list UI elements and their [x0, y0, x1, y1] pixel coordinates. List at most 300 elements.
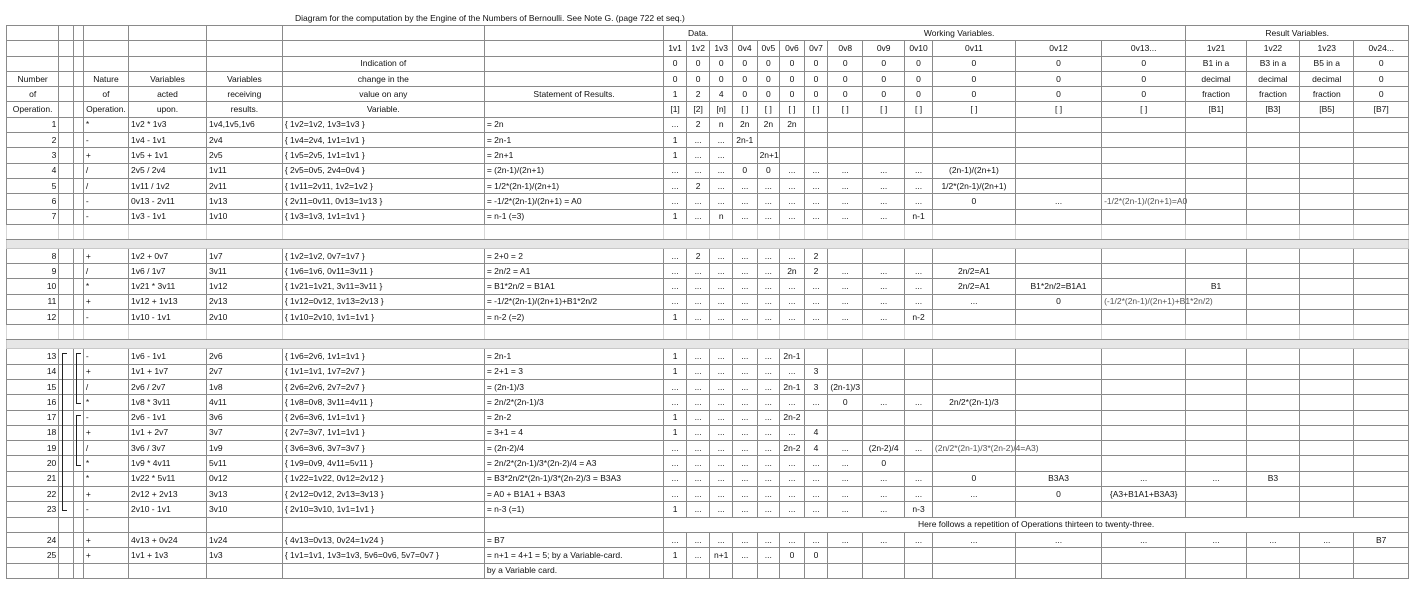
var-init-value: 0: [932, 56, 1015, 71]
op-var-value: ...: [710, 456, 733, 471]
op-var-value: [1186, 502, 1247, 517]
op-var-value: ...: [664, 279, 687, 294]
blank-cell: [73, 87, 83, 102]
op-var-value: [1186, 163, 1247, 178]
op-number: 16: [7, 395, 59, 410]
op-var-value: [1246, 248, 1299, 263]
op-var-value: [1246, 294, 1299, 309]
op-var-value: [1354, 248, 1409, 263]
blank-cell: [59, 264, 73, 279]
op-var-value: 2n/2*(2n-1)/3: [932, 395, 1015, 410]
var-init-value: [ ]: [1102, 102, 1186, 117]
op-var-value: ...: [664, 379, 687, 394]
op-var-value: [932, 410, 1015, 425]
op-statement: = B3*2n/2*(2n-1)/3*(2n-2)/3 = B3A3: [484, 471, 663, 486]
block-divider-row: [7, 239, 1409, 248]
blank-cell: [73, 502, 83, 517]
op-var-value: [1300, 310, 1354, 325]
op-var-value: ...: [732, 395, 757, 410]
header-nature: [83, 56, 128, 71]
blank-cell: [59, 441, 73, 456]
blank-cell: [664, 563, 687, 578]
op-var-value: [1186, 548, 1247, 563]
op-var-value: 2: [686, 248, 710, 263]
op-var-value: ...: [780, 502, 805, 517]
op-var-value: [1186, 209, 1247, 224]
var-init-value: [B7]: [1354, 102, 1409, 117]
op-statement: = 1/2*(2n-1)/(2n+1): [484, 178, 663, 193]
op-var-value: ...: [732, 248, 757, 263]
blank-cell: [804, 325, 828, 340]
op-number: 23: [7, 502, 59, 517]
continuation-row: [7, 563, 1409, 578]
blank-cell: [59, 395, 73, 410]
blank-cell: [932, 325, 1015, 340]
op-var-value: ...: [710, 194, 733, 209]
variable-name-row: [7, 41, 1409, 56]
op-var-value: ...: [828, 471, 863, 486]
blank-cell: [828, 563, 863, 578]
op-indication: { 2v12=0v12, 2v13=3v13 }: [282, 487, 484, 502]
op-var-value: ...: [828, 279, 863, 294]
blank-cell: [732, 224, 757, 239]
op-var-value: ...: [732, 441, 757, 456]
op-var-value: [1102, 441, 1186, 456]
var-init-value: 0: [804, 56, 828, 71]
var-init-value: 0: [863, 56, 905, 71]
var-name: 1v23: [1300, 41, 1354, 56]
op-var-value: [780, 133, 805, 148]
blank-cell: [73, 517, 83, 532]
op-var-value: ...: [780, 364, 805, 379]
operation-row: [7, 395, 1409, 410]
op-number: 6: [7, 194, 59, 209]
op-var-value: ...: [757, 379, 780, 394]
op-var-value: 0: [732, 163, 757, 178]
op-var-value: [1102, 279, 1186, 294]
op-var-value: ...: [757, 532, 780, 547]
blank-cell: [484, 41, 663, 56]
blank-cell: [1015, 224, 1101, 239]
op-var-value: ...: [757, 548, 780, 563]
header-nature: Operation.: [83, 102, 128, 117]
variable-init-row: [7, 56, 1409, 71]
op-var-value: ...: [664, 456, 687, 471]
blank-cell: [73, 279, 83, 294]
op-var-value: ...: [780, 294, 805, 309]
op-var-value: ...: [828, 264, 863, 279]
var-init-value: [B3]: [1246, 102, 1299, 117]
op-var-value: ...: [732, 410, 757, 425]
op-var-value: [1102, 264, 1186, 279]
op-var-value: ...: [780, 279, 805, 294]
blank-cell: [686, 224, 710, 239]
op-var-value: [1300, 349, 1354, 364]
operation-row: [7, 349, 1409, 364]
op-var-value: [1015, 548, 1101, 563]
op-var-value: [1186, 456, 1247, 471]
op-var-value: ...: [710, 395, 733, 410]
op-indication: { 4v13=0v13, 0v24=1v24 }: [282, 532, 484, 547]
op-var-value: [1354, 456, 1409, 471]
op-number: 4: [7, 163, 59, 178]
op-receiving: 1v10: [206, 209, 282, 224]
op-var-value: 2n+1: [757, 148, 780, 163]
operation-row: [7, 487, 1409, 502]
op-acted-upon: 2v6 / 2v7: [129, 379, 207, 394]
op-var-value: ...: [710, 248, 733, 263]
op-var-value: ...: [828, 209, 863, 224]
blank-cell: [282, 563, 484, 578]
blank-cell: [73, 194, 83, 209]
op-nature: -: [83, 133, 128, 148]
operation-row: [7, 248, 1409, 263]
op-var-value: n-1: [905, 209, 933, 224]
op-var-value: ...: [905, 194, 933, 209]
op-indication: { 2v6=3v6, 1v1=1v1 }: [282, 410, 484, 425]
op-var-value: [1102, 548, 1186, 563]
var-init-value: 0: [686, 56, 710, 71]
op-var-value: ...: [732, 487, 757, 502]
op-var-value: ...: [863, 532, 905, 547]
op-var-value: ...: [686, 410, 710, 425]
op-nature: *: [83, 471, 128, 486]
var-init-value: B5 in a: [1300, 56, 1354, 71]
op-var-value: 2n/2=A1: [932, 264, 1015, 279]
blank-cell: [863, 224, 905, 239]
blank-cell: [73, 163, 83, 178]
blank-cell: [129, 517, 207, 532]
op-acted-upon: 1v6 - 1v1: [129, 349, 207, 364]
op-var-value: [1300, 471, 1354, 486]
blank-cell: [828, 325, 863, 340]
op-var-value: ...: [686, 310, 710, 325]
op-var-value: ...: [780, 425, 805, 440]
var-init-value: 0: [664, 71, 687, 86]
blank-cell: [206, 41, 282, 56]
op-var-value: ...: [664, 264, 687, 279]
op-var-value: ...: [863, 310, 905, 325]
blank-cell: [863, 325, 905, 340]
var-name: 0v7: [804, 41, 828, 56]
operation-row: [7, 194, 1409, 209]
blank-cell: [664, 224, 687, 239]
header-receiving: receiving: [206, 87, 282, 102]
var-init-value: 0: [757, 87, 780, 102]
op-var-value: ...: [863, 163, 905, 178]
op-var-value: ...: [686, 264, 710, 279]
op-var-value: [905, 379, 933, 394]
op-var-value: ...: [863, 487, 905, 502]
var-init-value: 0: [1354, 56, 1409, 71]
op-var-value: 2n-2: [780, 410, 805, 425]
blank-cell: [73, 532, 83, 547]
var-init-value: 0: [828, 71, 863, 86]
op-var-value: [1246, 548, 1299, 563]
op-var-value: 2n/2=A1: [932, 279, 1015, 294]
op-var-value: 2: [804, 248, 828, 263]
blank-cell: [73, 548, 83, 563]
op-var-value: ...: [732, 502, 757, 517]
op-var-value: ...: [686, 209, 710, 224]
header-indication: value on any: [282, 87, 484, 102]
op-nature: +: [83, 532, 128, 547]
blank-cell: [59, 209, 73, 224]
op-var-value: [1354, 548, 1409, 563]
op-nature: +: [83, 294, 128, 309]
op-nature: +: [83, 548, 128, 563]
op-var-value: 2n: [780, 264, 805, 279]
op-var-value: ...: [710, 425, 733, 440]
op-var-value: [1015, 178, 1101, 193]
op-nature: /: [83, 178, 128, 193]
op-var-value: ...: [710, 279, 733, 294]
op-indication: { 1v2=1v2, 0v7=1v7 }: [282, 248, 484, 263]
op-statement: = 3+1 = 4: [484, 425, 663, 440]
blank-cell: [804, 224, 828, 239]
op-var-value: [863, 379, 905, 394]
op-indication: { 2v5=0v5, 2v4=0v4 }: [282, 163, 484, 178]
blank-cell: [83, 517, 128, 532]
op-var-value: n: [710, 117, 733, 132]
blank-cell: [757, 563, 780, 578]
op-receiving: 1v11: [206, 163, 282, 178]
op-var-value: [1186, 395, 1247, 410]
op-var-value: ...: [732, 209, 757, 224]
op-var-value: ...: [757, 194, 780, 209]
blank-cell: [1246, 325, 1299, 340]
op-var-value: ...: [757, 310, 780, 325]
op-indication: { 1v2=1v2, 1v3=1v3 }: [282, 117, 484, 132]
var-init-value: 0: [664, 56, 687, 71]
var-init-value: fraction: [1246, 87, 1299, 102]
var-name: 0v12: [1015, 41, 1101, 56]
op-var-value: [1300, 117, 1354, 132]
op-var-value: ...: [732, 548, 757, 563]
operation-row: [7, 148, 1409, 163]
var-init-value: 0: [804, 71, 828, 86]
blank-cell: [1354, 224, 1409, 239]
op-var-value: [1246, 194, 1299, 209]
blank-cell: [282, 224, 484, 239]
op-var-value: [1300, 264, 1354, 279]
op-number: 15: [7, 379, 59, 394]
op-var-value: [1186, 117, 1247, 132]
op-var-value: [932, 425, 1015, 440]
blank-cell: [732, 325, 757, 340]
op-var-value: ...: [863, 279, 905, 294]
op-statement: = 2n+1: [484, 148, 663, 163]
op-var-value: [1186, 248, 1247, 263]
op-var-value: ...: [757, 425, 780, 440]
op-statement: = 2+0 = 2: [484, 248, 663, 263]
op-indication: { 1v6=2v6, 1v1=1v1 }: [282, 349, 484, 364]
operation-row: [7, 364, 1409, 379]
op-var-value: [932, 364, 1015, 379]
op-var-value: [828, 133, 863, 148]
op-var-value: [863, 425, 905, 440]
op-acted-upon: 1v21 * 3v11: [129, 279, 207, 294]
op-var-value: [1246, 487, 1299, 502]
op-var-value: [1246, 209, 1299, 224]
op-var-value: 1: [664, 310, 687, 325]
op-var-value: ...: [686, 294, 710, 309]
op-statement: = (2n-2)/4: [484, 441, 663, 456]
op-var-value: ...: [686, 456, 710, 471]
header-indication: Variable.: [282, 102, 484, 117]
blank-cell: [686, 325, 710, 340]
op-acted-upon: 1v5 + 1v1: [129, 148, 207, 163]
blank-cell: [59, 41, 73, 56]
var-init-value: B1 in a: [1186, 56, 1247, 71]
op-var-value: ...: [686, 349, 710, 364]
op-number: 14: [7, 364, 59, 379]
op-number: 12: [7, 310, 59, 325]
op-var-value: [1015, 264, 1101, 279]
op-var-value: -1/2*(2n-1)/(2n+1)=A0: [1102, 194, 1186, 209]
var-init-value: [ ]: [932, 102, 1015, 117]
blank-cell: [73, 41, 83, 56]
op-var-value: [804, 148, 828, 163]
var-init-value: [2]: [686, 102, 710, 117]
blank-cell: [7, 563, 59, 578]
op-var-value: [905, 456, 933, 471]
op-var-value: ...: [828, 294, 863, 309]
op-var-value: [1354, 209, 1409, 224]
block-divider-row: [7, 340, 1409, 349]
blank-cell: [1102, 325, 1186, 340]
var-init-value: 0: [863, 71, 905, 86]
op-var-value: [863, 364, 905, 379]
var-init-value: 0: [1102, 56, 1186, 71]
blank-cell: [905, 325, 933, 340]
op-var-value: ...: [863, 471, 905, 486]
blank-cell: [282, 517, 484, 532]
op-var-value: [1102, 117, 1186, 132]
op-var-value: [905, 548, 933, 563]
op-receiving: 0v12: [206, 471, 282, 486]
op-statement: = (2n-1)/3: [484, 379, 663, 394]
op-indication: { 1v12=0v12, 1v13=2v13 }: [282, 294, 484, 309]
op-var-value: 0: [863, 456, 905, 471]
op-var-value: [1015, 248, 1101, 263]
op-var-value: ...: [686, 279, 710, 294]
op-indication: { 1v9=0v9, 4v11=5v11 }: [282, 456, 484, 471]
op-var-value: ...: [732, 310, 757, 325]
op-var-value: [1300, 395, 1354, 410]
op-var-value: ...: [664, 117, 687, 132]
blank-cell: [73, 294, 83, 309]
op-var-value: ...: [732, 471, 757, 486]
blank-cell: [1015, 563, 1101, 578]
blank-cell: [129, 563, 207, 578]
header-nature: of: [83, 87, 128, 102]
op-statement: = (2n-1)/(2n+1): [484, 163, 663, 178]
op-var-value: [1246, 456, 1299, 471]
op-number: 10: [7, 279, 59, 294]
var-init-value: [B5]: [1300, 102, 1354, 117]
op-var-value: [1300, 294, 1354, 309]
op-var-value: [863, 248, 905, 263]
op-receiving: 1v12: [206, 279, 282, 294]
op-var-value: [905, 349, 933, 364]
header-number: [7, 56, 59, 71]
var-init-value: 0: [780, 56, 805, 71]
op-statement: = B7: [484, 532, 663, 547]
op-var-value: [1354, 264, 1409, 279]
blank-cell: [282, 26, 484, 41]
blank-cell: [7, 26, 59, 41]
blank-cell: [73, 248, 83, 263]
op-var-value: ...: [710, 487, 733, 502]
op-var-value: 1: [664, 209, 687, 224]
variable-init-row: [7, 102, 1409, 117]
op-var-value: ...: [863, 178, 905, 193]
blank-cell: [59, 133, 73, 148]
blank-cell: [59, 148, 73, 163]
op-var-value: [1300, 248, 1354, 263]
op-var-value: ...: [828, 310, 863, 325]
op-indication: { 2v10=3v10, 1v1=1v1 }: [282, 502, 484, 517]
blank-cell: [905, 224, 933, 239]
op-acted-upon: 2v5 / 2v4: [129, 163, 207, 178]
op-statement: = A0 + B1A1 + B3A3: [484, 487, 663, 502]
separator-row: [7, 325, 1409, 340]
op-number: 22: [7, 487, 59, 502]
blank-cell: [73, 71, 83, 86]
header-indication: change in the: [282, 71, 484, 86]
blank-cell: [905, 563, 933, 578]
op-statement: = n-3 (=1): [484, 502, 663, 517]
op-var-value: [1246, 279, 1299, 294]
op-var-value: ...: [732, 294, 757, 309]
op-var-value: ...: [664, 532, 687, 547]
op-statement: = 2n: [484, 117, 663, 132]
op-var-value: 4: [804, 441, 828, 456]
op-var-value: [1102, 248, 1186, 263]
var-init-value: 0: [1354, 71, 1409, 86]
op-var-value: ...: [757, 264, 780, 279]
op-var-value: [1102, 310, 1186, 325]
op-var-value: ...: [863, 209, 905, 224]
op-var-value: 1: [664, 425, 687, 440]
op-var-value: (-1/2*(2n-1)/(2n+1)+B1*2n/2): [1102, 294, 1186, 309]
op-var-value: (2n-1)/3: [828, 379, 863, 394]
op-var-value: [1102, 456, 1186, 471]
operation-row: [7, 178, 1409, 193]
op-var-value: [1300, 209, 1354, 224]
blank-cell: [83, 26, 128, 41]
op-receiving: 1v4,1v5,1v6: [206, 117, 282, 132]
op-var-value: [780, 148, 805, 163]
header-receiving: Variables: [206, 71, 282, 86]
op-var-value: ...: [686, 395, 710, 410]
op-var-value: B1: [1186, 279, 1247, 294]
op-number: 17: [7, 410, 59, 425]
op-var-value: [1354, 425, 1409, 440]
op-var-value: [863, 148, 905, 163]
var-init-value: 0: [780, 71, 805, 86]
op-var-value: ...: [710, 410, 733, 425]
op-var-value: ...: [664, 294, 687, 309]
op-nature: -: [83, 410, 128, 425]
op-acted-upon: 1v2 * 1v3: [129, 117, 207, 132]
op-var-value: [1300, 410, 1354, 425]
blank-cell: [73, 410, 83, 425]
operation-row: [7, 279, 1409, 294]
header-receiving: [206, 56, 282, 71]
op-var-value: ...: [732, 364, 757, 379]
